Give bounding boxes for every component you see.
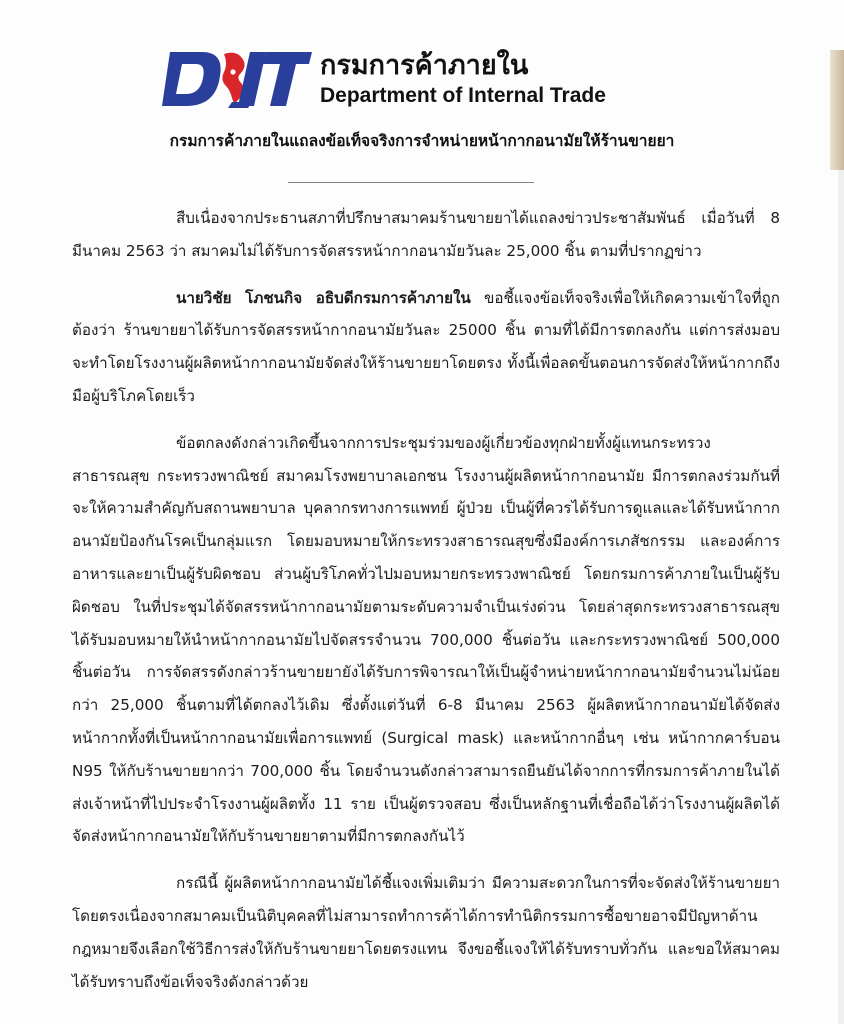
dit-logo-mark bbox=[162, 46, 312, 112]
speaker-name: นายวิชัย โภชนกิจ อธิบดีกรมการค้าภายใน bbox=[176, 288, 471, 307]
dit-logo bbox=[162, 44, 606, 114]
paragraph-text: สืบเนื่องจากประธานสภาที่ปรึกษาสมาคมร้านขายยาได้แถลงข่าวประชาสัมพันธ์ เมื่อวันที่ 8 มีนาคม 2563 ว่า สมาคมไม่ได้รับการจัดสรรหน้ากากอนามัยวันละ 25,000 ชิ้น ตามที่ปรากฏข่าว bbox=[72, 209, 780, 260]
paragraph-conclusion bbox=[72, 867, 780, 998]
title-underline-rule: _______________________________ bbox=[288, 167, 534, 183]
document-body bbox=[72, 202, 780, 1012]
document-title: กรมการค้าภายในแถลงข้อเท็จจริงการจำหน่ายหน้ากากอนามัยให้ร้านขายยา bbox=[169, 132, 675, 150]
logo-text bbox=[320, 49, 606, 109]
org-name-english: Department of Internal Trade bbox=[320, 84, 606, 107]
page-edge-shadow bbox=[838, 170, 844, 1024]
paragraph-intro bbox=[72, 202, 780, 268]
paragraph-text: กรณีนี้ ผู้ผลิตหน้ากากอนามัยได้ชี้แจงเพิ่มเติมว่า มีความสะดวกในการที่จะจัดส่งให้ร้านขายยาโดยตรงเนื่องจากสมาคมเป็นนิติบุคคลที่ไม่สามารถทำการค้าได้การทำนิติกรรมการซื้อขายอาจมีปัญหาด้านกฎหมายจึงเลือกใช้วิธีการส่งให้กับร้านขายยาโดยตรงแทน จึงขอชี้แจงให้ได้รับทราบทั่วกัน และขอให้สมาคมได้รับทราบถึงข้อเท็จจริงดังกล่าวด้วย bbox=[72, 874, 780, 991]
paragraph-statement bbox=[72, 282, 780, 413]
paragraph-text: ขอชี้แจงข้อเท็จจริงเพื่อให้เกิดความเข้าใจที่ถูกต้องว่า ร้านขายยาได้รับการจัดสรรหน้ากากอนามัยวันละ 25000 ชิ้น ตามที่ได้มีการตกลงกัน แต่การส่งมอบจะทำโดยโรงงานผู้ผลิตหน้ากากอนามัยจัดส่งให้ร้านขายยาโดยตรง ทั้งนี้เพื่อลดขั้นตอนการจัดส่งให้หน้ากากถึงมือผู้บริโภคโดยเร็ว bbox=[72, 288, 780, 405]
org-name-thai: กรมการค้าภายใน bbox=[320, 50, 529, 81]
paragraph-agreement bbox=[72, 427, 780, 853]
paragraph-text: ข้อตกลงดังกล่าวเกิดขึ้นจากการประชุมร่วมของผู้เกี่ยวข้องทุกฝ่ายทั้งผู้แทนกระทรวงสาธารณสุข กระทรวงพาณิชย์ สมาคมโรงพยาบาลเอกชน โรงงานผู้ผลิตหน้ากากอนามัย มีการตกลงร่วมกันที่จะให้ความสำคัญกับสถานพยาบาล บุคลากรทางการแพทย์ ผู้ป่วย เป็นผู้ที่ควรได้รับการดูแลและได้รับหน้ากากอนามัยป้องกันโรคเป็นกลุ่มแรก โดยมอบหมายให้กระทรวงสาธารณสุขซึ่งมีองค์การเภสัชกรรม และองค์การอาหารและยาเป็นผู้รับผิดชอบ ส่วนผู้บริโภคทั่วไปมอบหมายกระทรวงพาณิชย์ โดยกรมการค้าภายในเป็นผู้รับผิดชอบ ในที่ประชุมได้จัดสรรหน้ากากอนามัยตามระดับความจำเป็นเร่งด่วน โดยล่าสุดกระทรวงสาธารณสุขได้รับมอบหมายให้นำหน้ากากอนามัยไปจัดสรรจำนวน 700,000 ชิ้นต่อวัน และกระทรวงพาณิชย์ 500,000 ชิ้นต่อวัน การจัดสรรดังกล่าวร้านขายยายังได้รับการพิจารณาให้เป็นผู้จำหน่ายหน้ากากอนามัยจำนวนไม่น้อยกว่า 25,000 ชิ้นตามที่ได้ตกลงไว้เดิม ซึ่งตั้งแต่วันที่ 6-8 มีนาคม 2563 ผู้ผลิตหน้ากากอนามัยได้จัดส่งหน้ากากทั้งที่เป็นหน้ากากอนามัยเพื่อการแพทย์ (Surgical mask) และหน้ากากอื่นๆ เช่น หน้ากากคาร์บอน N95 ให้กับร้านขายยากว่า 700,000 ชิ้น โดยจำนวนดังกล่าวสามารถยืนยันได้จากการที่กรมการค้าภายในได้ส่งเจ้าหน้าที่ไปประจำโรงงานผู้ผลิตทั้ง 11 ราย เป็นผู้ตรวจสอบ ซึ่งเป็นหลักฐานที่เชื่อถือได้ว่าโรงงานผู้ผลิตได้จัดส่งหน้ากากอนามัยให้กับร้านขายยาตามที่มีการตกลงกันไว้ bbox=[72, 433, 780, 846]
